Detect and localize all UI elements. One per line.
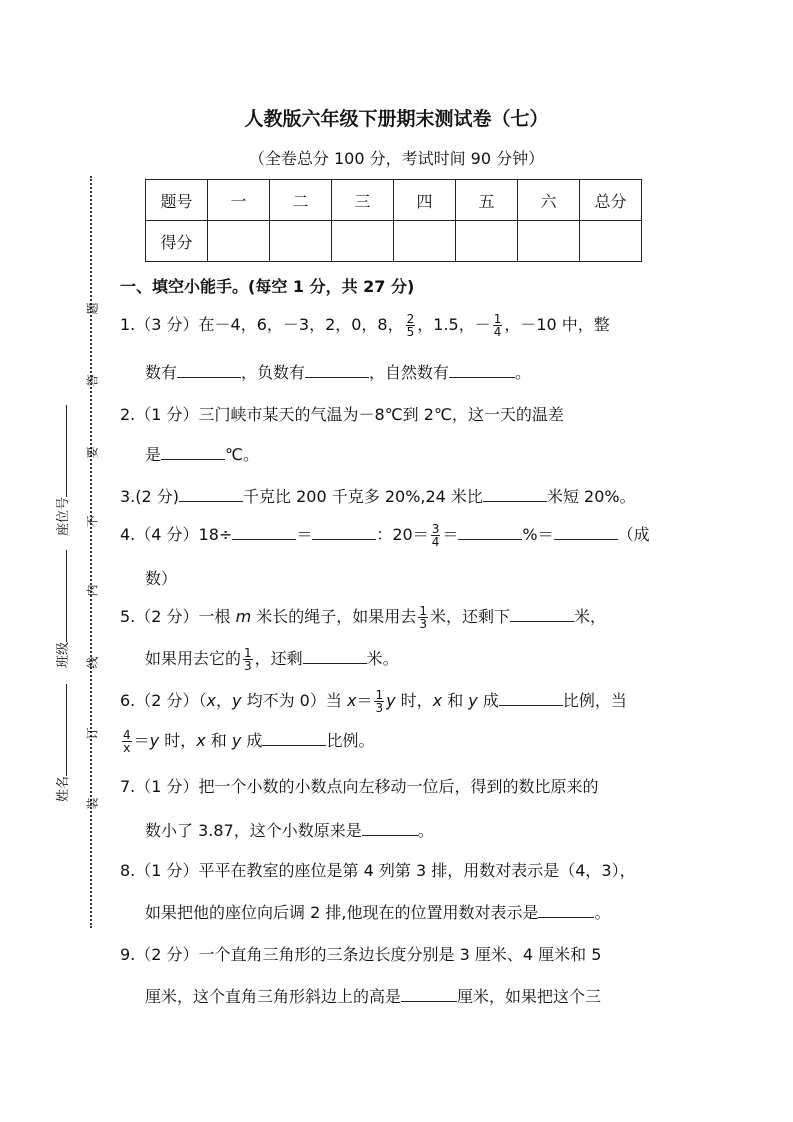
- question-5: 5.（2 分）一根 m 米长的绳子，如果用去 $\frac{1}{3}$ 米，还剩下 米，: [120, 604, 606, 631]
- table-cell: 题号: [146, 180, 208, 221]
- answer-blank[interactable]: [401, 987, 457, 1002]
- score-table: [145, 179, 642, 262]
- seat-number-field[interactable]: 座位号: [52, 405, 71, 536]
- answer-blank[interactable]: [499, 691, 563, 706]
- seal-char: 不: [85, 515, 100, 528]
- table-cell: 三: [332, 180, 394, 221]
- answer-blank[interactable]: [179, 487, 243, 502]
- answer-blank[interactable]: [177, 363, 241, 378]
- question-6-line2: $\frac{4}{x}$ ＝y 时，x 和 y 成 比例。: [123, 728, 375, 755]
- page-title: 人教版六年级下册期末测试卷（七）: [244, 108, 549, 130]
- question-6: 6.（2 分）（x，y 均不为 0）当 x＝ $\frac{1}{3}$ y 时，x 和 y 成 比例，当: [120, 688, 627, 715]
- question-7-line2: 数小了 3.87，这个小数原来是 。: [145, 821, 434, 840]
- score-cell[interactable]: [208, 221, 270, 262]
- binding-dotted-line: [90, 176, 92, 928]
- name-field[interactable]: 姓名: [52, 684, 71, 802]
- seal-char: 线: [85, 656, 100, 669]
- table-cell: 得分: [146, 221, 208, 262]
- table-cell: 二: [270, 180, 332, 221]
- answer-blank[interactable]: [538, 903, 594, 918]
- answer-blank[interactable]: [262, 731, 326, 746]
- answer-blank[interactable]: [362, 821, 418, 836]
- table-cell: 四: [394, 180, 456, 221]
- answer-blank[interactable]: [554, 525, 618, 540]
- question-1-line2: 数有 ，负数有 ，自然数有 。: [145, 363, 532, 382]
- seal-char: 装: [85, 797, 100, 810]
- question-2: 2.（1 分）三门峡市某天的气温为－8℃到 2℃，这一天的温差: [120, 405, 564, 424]
- class-field[interactable]: 班级: [52, 550, 71, 668]
- table-cell: 一: [208, 180, 270, 221]
- score-cell[interactable]: [456, 221, 518, 262]
- question-3: 3.(2 分) 千克比 200 千克多 20%,24 米比 米短 20%。: [120, 487, 636, 506]
- answer-blank[interactable]: [312, 525, 376, 540]
- answer-blank[interactable]: [232, 525, 296, 540]
- score-cell[interactable]: [518, 221, 580, 262]
- table-cell: 五: [456, 180, 518, 221]
- answer-blank[interactable]: [305, 363, 369, 378]
- question-9: 9.（2 分）一个直角三角形的三条边长度分别是 3 厘米、4 厘米和 5: [120, 945, 602, 964]
- seal-char: 要: [85, 446, 100, 459]
- seal-char: 内: [85, 584, 100, 597]
- score-cell[interactable]: [332, 221, 394, 262]
- question-2-line2: 是 ℃。: [145, 445, 259, 464]
- question-5-line2: 如果用去它的 $\frac{1}{3}$ ，还剩 米。: [145, 646, 399, 673]
- answer-blank[interactable]: [303, 649, 367, 664]
- question-4: 4.（4 分）18÷ ＝ ：20＝ $\frac{3}{4}$ ＝ %＝ （成: [120, 522, 650, 549]
- question-4-line2: 数）: [145, 569, 178, 588]
- seal-char: 题: [85, 302, 100, 315]
- answer-blank[interactable]: [510, 607, 574, 622]
- question-9-line2: 厘米，这个直角三角形斜边上的高是 厘米，如果把这个三: [145, 987, 602, 1006]
- seal-char: 订: [85, 727, 100, 740]
- section-heading: 一、填空小能手。(每空 1 分，共 27 分): [120, 277, 415, 296]
- score-cell[interactable]: [394, 221, 456, 262]
- question-8: 8.（1 分）平平在教室的座位是第 4 列第 3 排，用数对表示是（4，3），: [120, 861, 636, 880]
- page-subtitle: （全卷总分 100 分，考试时间 90 分钟）: [248, 149, 545, 168]
- score-cell[interactable]: [580, 221, 642, 262]
- answer-blank[interactable]: [458, 525, 522, 540]
- question-8-line2: 如果把他的座位向后调 2 排,他现在的位置用数对表示是 。: [145, 903, 611, 922]
- score-cell[interactable]: [270, 221, 332, 262]
- table-cell: 总分: [580, 180, 642, 221]
- question-1: 1.（3 分）在－4，6，－3，2，0，8， $\frac{2}{5}$ ，1.5，－ $\frac{1}{4}$ ，－10 中，整: [120, 312, 610, 339]
- question-7: 7.（1 分）把一个小数的小数点向左移动一位后，得到的数比原来的: [120, 777, 599, 796]
- answer-blank[interactable]: [161, 445, 225, 460]
- answer-blank[interactable]: [483, 487, 547, 502]
- answer-blank[interactable]: [449, 363, 515, 378]
- table-cell: 六: [518, 180, 580, 221]
- seal-char: 答: [85, 374, 100, 387]
